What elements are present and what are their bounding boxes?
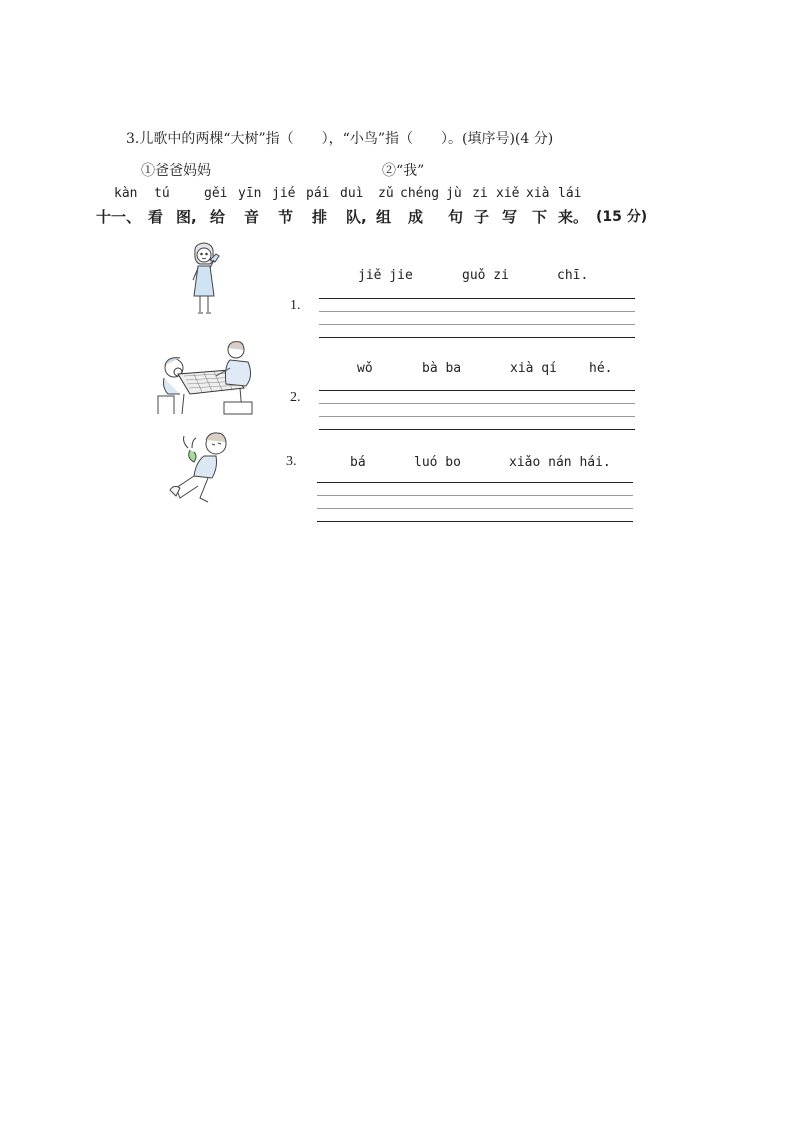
- option-2: ②“我”: [382, 163, 425, 179]
- pinyin-syllable: pái: [306, 186, 330, 201]
- pinyin-syllable: jié: [272, 186, 296, 201]
- pinyin-syllable: xià: [526, 186, 550, 201]
- hanzi-char: 看: [148, 208, 164, 226]
- hanzi-char: 下: [532, 208, 548, 226]
- hanzi-char: 音: [244, 208, 260, 226]
- hanzi-char: 来。: [558, 208, 589, 226]
- pinyin-syllable: yīn: [238, 186, 262, 201]
- exercise-number: 1.: [290, 298, 301, 313]
- hanzi-char: 子: [474, 208, 490, 226]
- heading-number: 十一、: [96, 208, 142, 226]
- exercise-word: chī.: [557, 268, 589, 283]
- writing-lines[interactable]: [319, 298, 635, 338]
- hanzi-char: 组: [376, 208, 392, 226]
- exercise-word: bá: [350, 455, 366, 470]
- pinyin-syllable: kàn: [114, 186, 138, 201]
- writing-lines[interactable]: [317, 482, 633, 522]
- playing-chess-icon: [154, 336, 258, 416]
- hanzi-char: 队,: [346, 208, 367, 226]
- pinyin-syllable: gěi: [204, 186, 228, 201]
- hanzi-char: 排: [312, 208, 328, 226]
- score-label: (15 分): [596, 209, 648, 225]
- hanzi-char: 成: [408, 208, 424, 226]
- pinyin-syllable: jù: [446, 186, 462, 201]
- exercise-word: wǒ: [357, 361, 373, 376]
- girl-eating-icon: [180, 240, 230, 320]
- pinyin-syllable: zi: [472, 186, 488, 201]
- section-11-heading: [96, 186, 676, 230]
- pinyin-syllable: xiě: [496, 186, 520, 201]
- writing-lines[interactable]: [319, 390, 635, 430]
- exercise-word: xià qí: [510, 361, 557, 376]
- boy-pulling-radish-icon: [160, 428, 240, 506]
- exercise-word: guǒ zi: [462, 268, 509, 283]
- option-1: ①爸爸妈妈: [141, 163, 211, 179]
- exercise-word: luó bo: [414, 455, 461, 470]
- pinyin-syllable: lái: [558, 186, 582, 201]
- hanzi-char: 写: [502, 208, 518, 226]
- pinyin-syllable: zǔ: [378, 186, 394, 201]
- pinyin-syllable: tú: [154, 186, 170, 201]
- exercise-word: jiě jie: [358, 268, 413, 283]
- hanzi-char: 图,: [176, 208, 197, 226]
- exercise-number: 2.: [290, 390, 301, 405]
- exercise-number: 3.: [286, 454, 297, 469]
- exercise-word: bà ba: [422, 361, 462, 376]
- hanzi-char: 节: [278, 208, 294, 226]
- exercise-word: hé.: [589, 361, 613, 376]
- pinyin-syllable: duì: [340, 186, 364, 201]
- exercise-word: xiǎo nán hái.: [509, 455, 611, 470]
- question-3-text: 3.儿歌中的两棵“大树”指（ ），“小鸟”指（ ）。(填序号)(4 分): [126, 131, 554, 147]
- hanzi-char: 句: [448, 208, 464, 226]
- hanzi-char: 给: [210, 208, 226, 226]
- pinyin-syllable: chéng: [400, 186, 440, 201]
